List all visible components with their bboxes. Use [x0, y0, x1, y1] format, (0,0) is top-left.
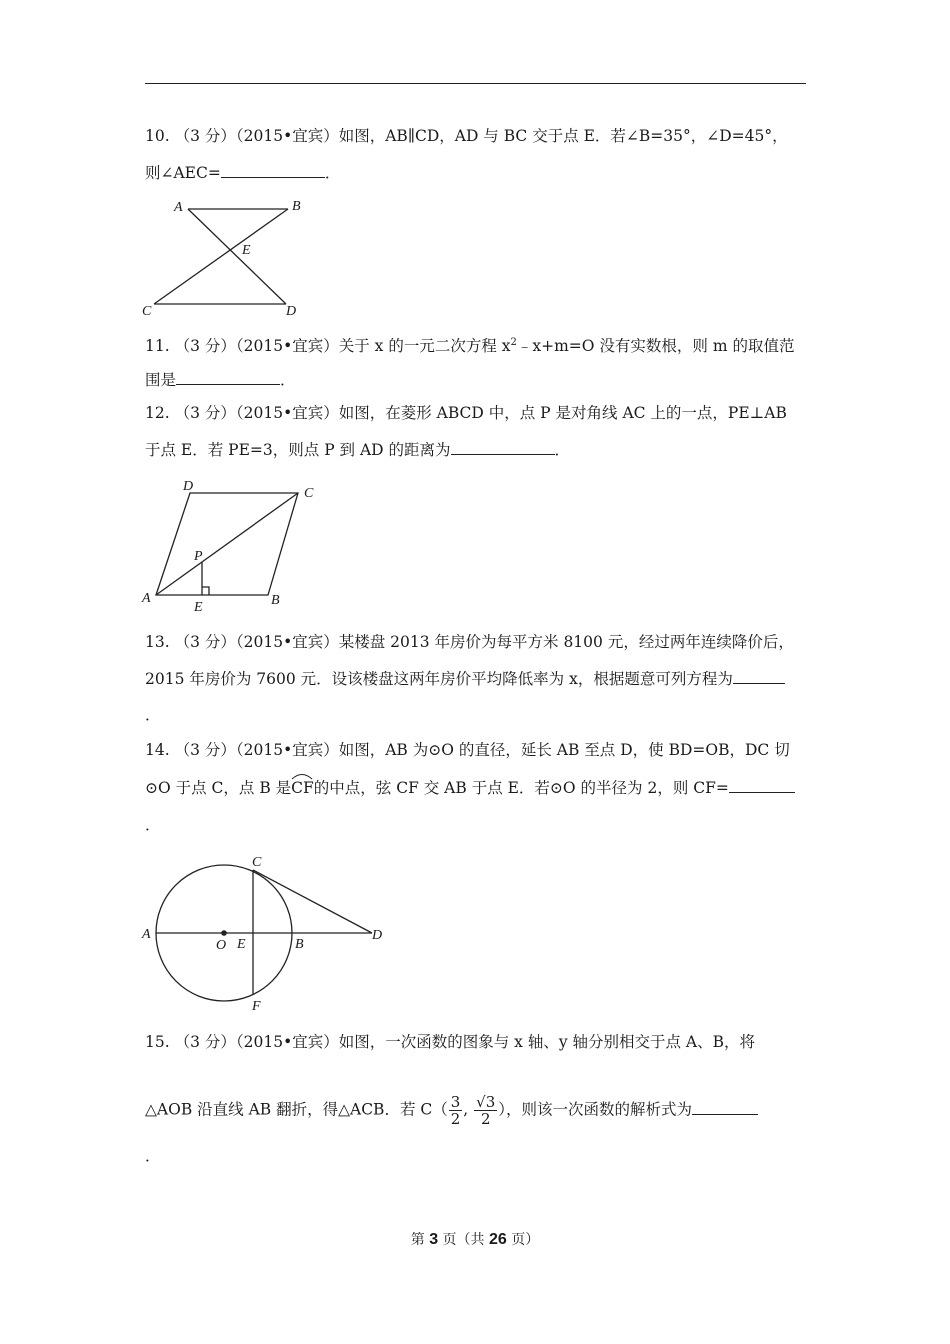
- answer-blank[interactable]: [221, 163, 325, 178]
- q11-line2: 围是 ．: [145, 371, 296, 389]
- q12-figure: [138, 474, 328, 619]
- q14-figure: [138, 850, 398, 1015]
- q14-label-f: F: [252, 999, 261, 1014]
- q12-label-a: A: [142, 591, 151, 606]
- q14-line2: ⊙O 于点 C，点 B 是 CF的中点，弦 CF 交 AB 于点 E．若⊙O 的半径为 2，则 CF=: [145, 778, 795, 798]
- q12-line2: 于点 E．若 PE=3，则点 P 到 AD 的距离为 ．: [145, 441, 571, 459]
- q11-line1: 11. （3 分）（2015•宜宾）关于 x 的一元二次方程 $x^2﹣x+m=O$ 没有实数根，则 m 的取值范: [145, 337, 795, 355]
- q14-label-c: C: [252, 855, 262, 870]
- arc-cf: CF: [291, 778, 314, 798]
- fraction-3-over-2: $\frac{3}{2}$: [450, 1093, 461, 1128]
- fraction-sqrt3-over-2: $\frac{√3}{2}$: [476, 1093, 496, 1128]
- answer-blank[interactable]: [729, 778, 795, 793]
- q10-line2: 则∠AEC= ．: [145, 164, 341, 182]
- q15-line2: △AOB 沿直线 AB 翻折，得△ACB．若 C（ $\frac{3}{2}$ , $\frac{√3}{2}$ ），则该一次函数的解析式为: [145, 1094, 758, 1127]
- q13-line2: 2015 年房价为 7600 元．设该楼盘这两年房价平均降低率为 x，根据题意可列方程为: [145, 669, 785, 689]
- total-pages: 26: [489, 1231, 507, 1248]
- q10-label-d: D: [286, 304, 297, 319]
- q14-label-e: E: [237, 937, 246, 952]
- q14-label-a: A: [142, 927, 151, 942]
- q12-line1: 12. （3 分）（2015•宜宾）如图，在菱形 ABCD 中，点 P 是对角线 AC 上的一点，PE⊥AB: [145, 404, 787, 422]
- page-footer: 第 3 页（共 26 页）: [410, 1231, 540, 1248]
- q14-line3: ．: [145, 816, 161, 834]
- answer-blank[interactable]: [451, 440, 555, 455]
- q15-line3: ．: [145, 1147, 161, 1165]
- q12-label-c: C: [304, 486, 314, 501]
- q12-label-b: B: [271, 593, 280, 608]
- q12-label-p: P: [194, 549, 203, 564]
- q14-label-o: O: [216, 938, 227, 953]
- q10-label-e: E: [242, 243, 251, 258]
- q10-figure: [138, 192, 318, 322]
- q10-label-b: B: [292, 199, 301, 214]
- q14-label-b: B: [295, 937, 304, 952]
- answer-blank[interactable]: [733, 669, 785, 684]
- header-rule: [145, 83, 806, 84]
- q14-label-d: D: [372, 928, 383, 943]
- q12-label-e: E: [194, 600, 203, 615]
- answer-blank[interactable]: [176, 370, 280, 385]
- q10-label-c: C: [142, 304, 152, 319]
- q12-label-d: D: [183, 479, 194, 494]
- q10-line1: 10. （3 分）（2015•宜宾）如图，AB∥CD，AD 与 BC 交于点 E．若∠B=35°，∠D=45°，: [145, 127, 788, 145]
- q13-line3: ．: [145, 706, 161, 724]
- q10-label-a: A: [174, 200, 183, 215]
- q13-line1: 13. （3 分）（2015•宜宾）某楼盘 2013 年房价为每平方米 8100 元，经过两年连续降价后，: [145, 633, 794, 651]
- q14-line1: 14. （3 分）（2015•宜宾）如图，AB 为⊙O 的直径，延长 AB 至点 D，使 BD=OB，DC 切: [145, 741, 790, 759]
- answer-blank[interactable]: [692, 1100, 758, 1115]
- q15-line1: 15. （3 分）（2015•宜宾）如图，一次函数的图象与 x 轴、y 轴分别相交于点 A、B，将: [145, 1033, 756, 1051]
- current-page-number: 3: [429, 1231, 439, 1248]
